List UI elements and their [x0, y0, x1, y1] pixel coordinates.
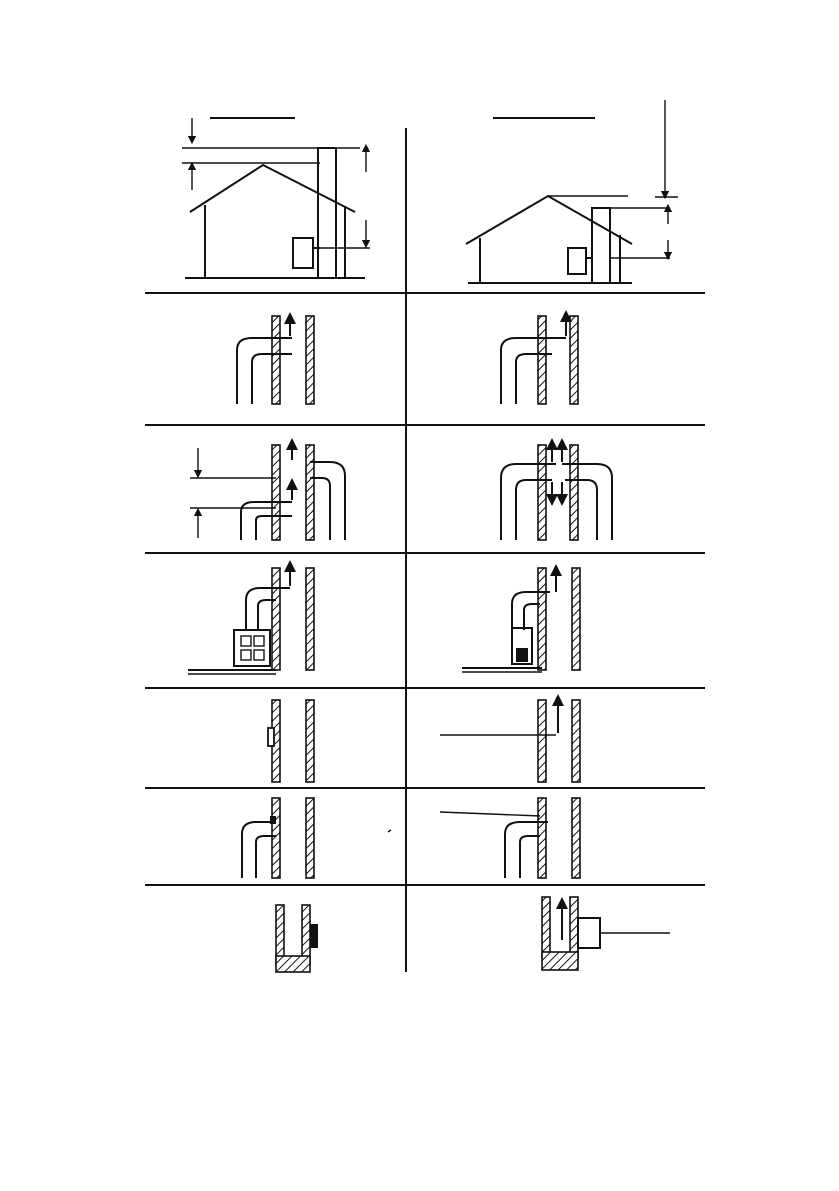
- appliance-connection-incorrect: [462, 568, 580, 672]
- chimney-base-incorrect: [542, 897, 670, 970]
- cleanout-door-correct: [268, 700, 314, 782]
- flue-pipe-insertion-incorrect: [440, 798, 580, 878]
- chimney-base-correct: [276, 905, 318, 972]
- house-incorrect: [466, 100, 678, 283]
- appliance-connection-correct: [188, 566, 314, 674]
- opposing-flues-incorrect: [501, 444, 612, 540]
- flue-entry-incorrect: [501, 316, 578, 404]
- flue-entry-correct: [237, 316, 314, 404]
- house-correct: [182, 118, 370, 278]
- flue-pipe-insertion-correct: [242, 798, 391, 878]
- side-entry-incorrect: [440, 700, 580, 782]
- opposing-flues-correct: [190, 444, 345, 540]
